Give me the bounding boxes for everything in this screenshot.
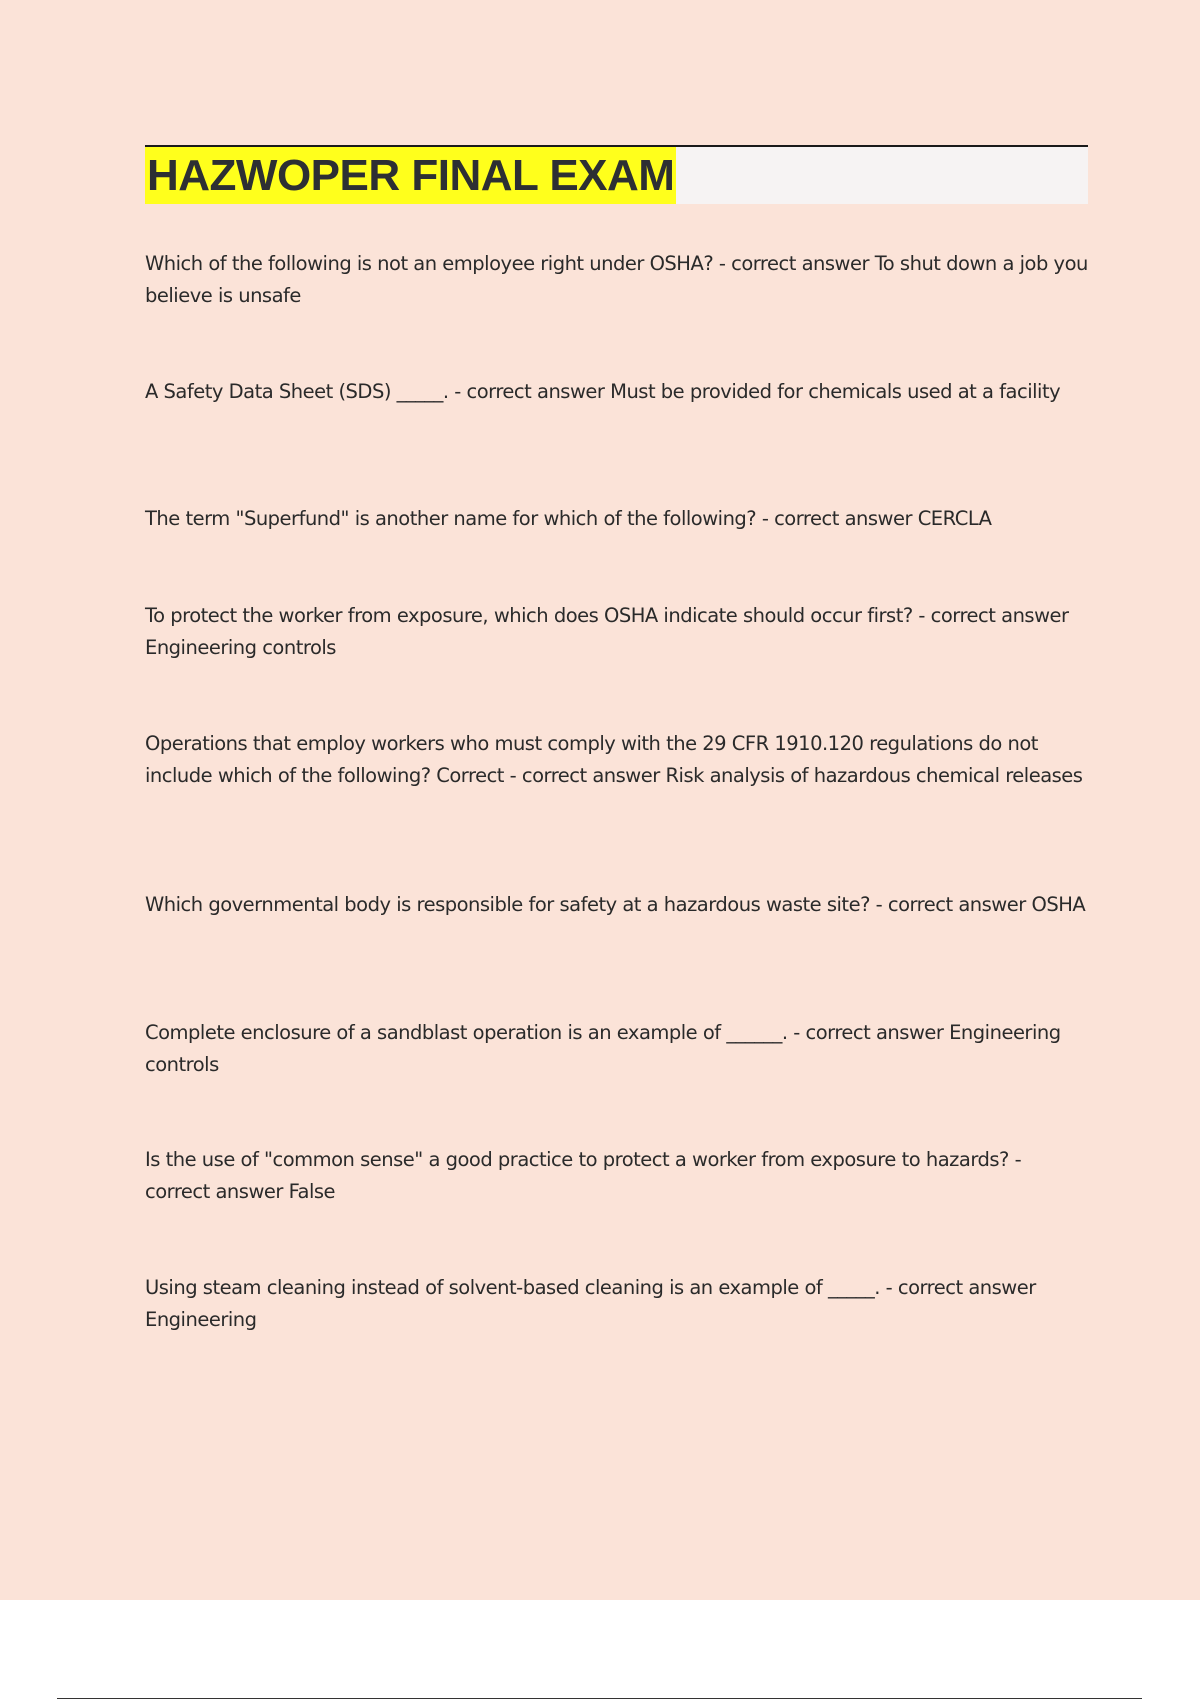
- question-item-8: Is the use of "common sense" a good practice to protect a worker from exposure to hazards? - correct answer False: [145, 1148, 1022, 1203]
- question-item-2: A Safety Data Sheet (SDS) _____. - correct answer Must be provided for chemicals used at a facility: [145, 380, 1061, 403]
- footer-divider: [57, 1698, 1142, 1699]
- question-item-7: Complete enclosure of a sandblast operation is an example of ______. - correct answer Engineering controls: [145, 1021, 1061, 1076]
- question-item-3: The term "Superfund" is another name for which of the following? - correct answer CERCLA: [145, 507, 992, 530]
- question-item-6: Which governmental body is responsible for safety at a hazardous waste site? - correct answer OSHA: [145, 893, 1086, 916]
- question-item-4: To protect the worker from exposure, which does OSHA indicate should occur first? - correct answer Engineering controls: [145, 604, 1069, 659]
- question-item-1: Which of the following is not an employee right under OSHA? - correct answer To shut down a job you believe is unsafe: [145, 252, 1088, 307]
- title-bar: [145, 145, 1088, 204]
- question-item-9: Using steam cleaning instead of solvent-based cleaning is an example of _____. - correct answer Engineering: [145, 1276, 1036, 1331]
- question-item-5: Operations that employ workers who must comply with the 29 CFR 1910.120 regulations do not include which of the following? Correct - correct answer Risk analysis of hazardous chemical releases: [145, 732, 1083, 787]
- document-title: HAZWOPER FINAL EXAM: [145, 147, 676, 204]
